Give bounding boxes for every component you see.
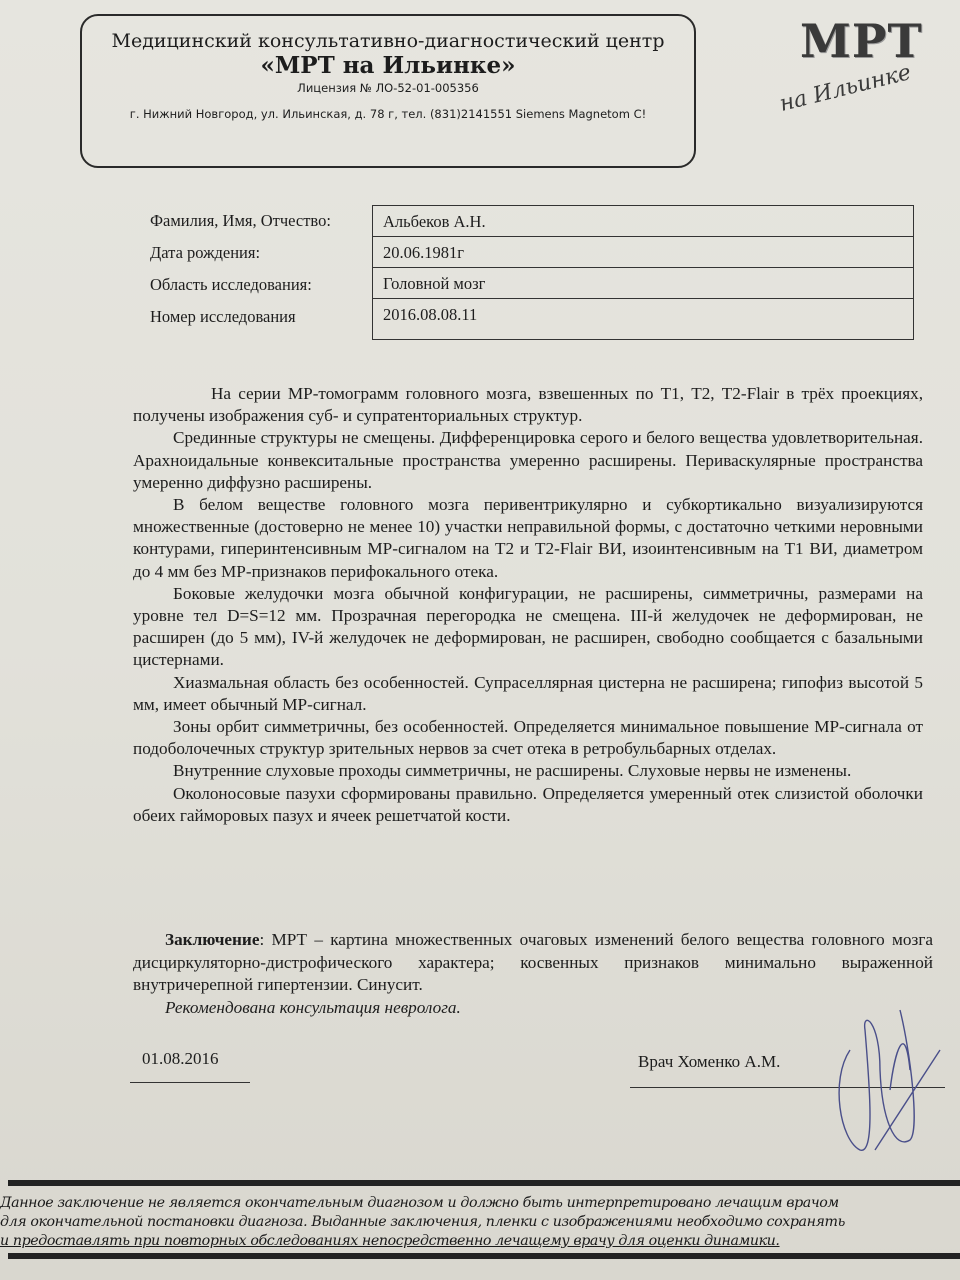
disclaimer [0,1180,960,1259]
signature-icon [820,990,950,1160]
clinic-address: г. Нижний Новгород, ул. Ильинская, д. 78 г, тел. (831)2141551 Siemens Magnetom C! [129,107,647,121]
doctor-name: Врач Хоменко А.М. [638,1052,781,1071]
conclusion-text: : МРТ – картина множественных очаговых изменений белого вещества головного мозга дисциркуляторно-дистрофического характера; косвенных признаков минимально выраженной внутричерепной гипертензии. Синусит. [133,930,933,994]
report-date: 01.08.2016 [142,1049,219,1068]
date-underline [130,1082,250,1083]
finding-paragraph: Внутренние слуховые проходы симметричны, не расширены. Слуховые нервы не изменены. [173,761,852,781]
disclaimer-line-2: для окончательной постановки диагноза. Выданные заключения, пленки с изображениями необходимо сохранять [0,1214,845,1230]
label-birth-date: Дата рождения: [150,243,261,262]
conclusion [133,929,933,1019]
finding-paragraph: В белом веществе головного мозга перивентрикулярно и субкортикально визуализируются множественные (достоверно не менее 10) участки неправильной формы, с достаточно четкими неровными контурами, гиперинтенсивным МР-сигналом на Т2 и Т2-Flair ВИ, изоинтенсивным на Т1 ВИ, диаметром до 4 мм без МР-признаков перифокального отека. [133,495,923,581]
conclusion-label: Заключение [165,930,260,949]
logo-main-text: МРТ [800,14,923,68]
value-birth-date: 20.06.1981г [373,237,913,268]
label-study-number: Номер исследования [150,307,296,326]
finding-paragraph: Боковые желудочки мозга обычной конфигурации, не расширены, симметричны, размерами на уровне тел D=S=12 мм. Прозрачная перегородка не смещена. III-й желудочек не деформирован, не расширен (до 5 мм), IV-й желудочек не деформирован, не расширен, свободно сообщается с базальными цистернами. [133,583,923,670]
finding-paragraph: Хиазмальная область без особенностей. Супраселлярная цистерна не расширена; гипофиз высотой 5 мм, имеет обычный МР-сигнал. [133,672,923,714]
disclaimer-line-1: Данное заключение не является окончательным диагнозом и должно быть интерпретировано лечащим врачом [0,1195,839,1211]
finding-paragraph: Околоносовые пазухи сформированы правильно. Определяется умеренный отек слизистой оболочки обеих гайморовых пазух и ячеек решетчатой кости. [133,783,923,825]
value-study-area: Головной мозг [373,268,913,299]
value-full-name: Альбеков А.Н. [373,206,913,237]
label-full-name: Фамилия, Имя, Отчество: [150,211,331,230]
value-study-number: 2016.08.08.11 [383,305,478,324]
logo-sub-text: на Ильинке [776,60,914,117]
clinic-name: «МРТ на Ильинке» [260,52,516,79]
recommendation: Рекомендована консультация невролога. [165,997,461,1017]
clinic-logo [776,14,960,124]
finding-paragraph: Срединные структуры не смещены. Дифференцировка серого и белого вещества удовлетворительная. Арахноидальные конвекситальные пространства умеренно расширены. Периваскулярные пространства умеренно диффузно расширены. [133,428,923,492]
footer-bottom-bar [8,1253,960,1259]
label-study-area: Область исследования: [150,275,312,294]
finding-paragraph: На серии МР-томограмм головного мозга, взвешенных по Т1, Т2, Т2-Flair в трёх проекциях, получены изображения суб- и супратенториальных структур. [133,384,923,426]
clinic-type: Медицинский консультативно-диагностический центр [111,30,665,52]
patient-info-table [372,205,914,340]
clinic-header [80,14,696,168]
disclaimer-line-3: и предоставлять при повторных обследованиях непосредственно лечащему врачу для оценки динамики. [0,1233,780,1249]
finding-paragraph: Зоны орбит симметричны, без особенностей. Определяется минимальное повышение МР-сигнала от подоболочечных структур зрительных нервов за счет отека в ретробульбарных отделах. [133,717,923,759]
clinic-license: Лицензия № ЛО-52-01-005356 [297,81,479,95]
findings [133,383,923,827]
